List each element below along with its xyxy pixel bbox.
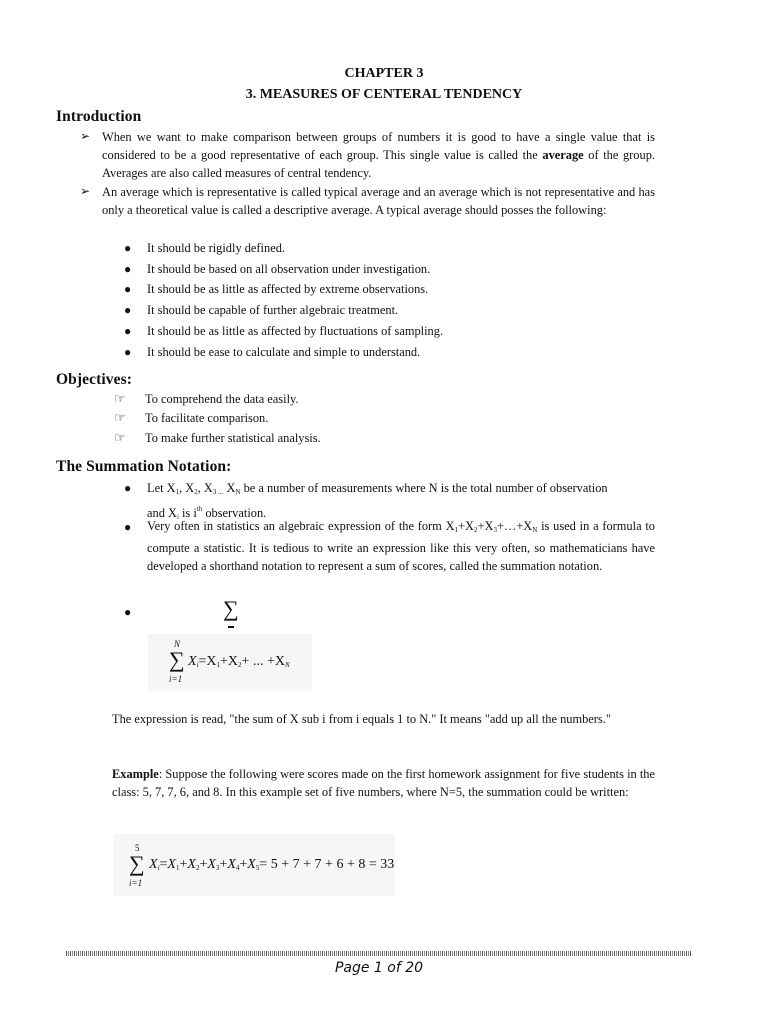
properties-list: [124, 238, 654, 362]
section-heading-introduction: Introduction: [56, 108, 142, 125]
formula-upper-limit: 5: [135, 843, 140, 853]
formula-expression: $X_i=X_1+X_2+X_3+X_4+X_5= 5 + 7 + 7 + 6 + 8 = 33$: [149, 857, 395, 872]
formula-expression: $X_i=X_1+X_2+$ ... $+X_N$: [188, 654, 290, 669]
section-heading-objectives: Objectives:: [56, 371, 132, 388]
chapter-label: CHAPTER 3: [344, 66, 424, 81]
list-item: ● It should be based on all observation under investigation.: [124, 259, 654, 280]
page-number: Page 1 of 20: [334, 960, 424, 976]
footer-divider: [66, 951, 691, 956]
bullet-dot-icon: ●: [124, 605, 132, 619]
list-item: ☞ To comprehend the data easily.: [114, 391, 299, 406]
arrow-bullet-icon: ➢: [80, 184, 91, 198]
formula-sigma: ∑: [129, 851, 145, 876]
bullet-dot-icon: ●: [124, 520, 132, 534]
list-item: ☞ To facilitate comparison.: [114, 410, 269, 425]
formula-lower-limit: i=1: [129, 878, 143, 888]
bullet-dot-icon: ●: [124, 481, 132, 495]
list-item: ● It should be as little as affected by extreme observations.: [124, 279, 654, 300]
summation-bullet-2: Very often in statistics an algebraic expression of the form $X_1+X_2+X_3+\dots+X_N$ is used in a formula to compute a statistic. It is tedious to write an expression like this very often, so mathematicians have developed a shorthand notation to represent a sum of scores, called the summation notation.: [147, 519, 655, 573]
bullet-dot-icon: ●: [124, 303, 132, 318]
list-item: ● It should be rigidly defined.: [124, 238, 654, 259]
example-paragraph: Example: Suppose the following were scores made on the first homework assignment for five students in the class: 5, 7, 7, 6, and 8. In this example set of five numbers, where N=5, the summation could be written:: [112, 767, 655, 799]
example-formula-box: [113, 834, 395, 896]
list-item: ☞ To make further statistical analysis.: [114, 430, 321, 445]
bullet-dot-icon: ●: [124, 344, 132, 359]
pointing-hand-icon: ☞: [114, 391, 126, 406]
reading-paragraph: The expression is read, "the sum of X sub i from i equals 1 to N." It means "add up all the numbers.": [112, 712, 611, 726]
sigma-underline: [228, 626, 234, 628]
list-item: ● It should be as little as affected by fluctuations of sampling.: [124, 321, 654, 342]
intro-paragraph-1: When we want to make comparison between groups of numbers it is good to have a single value that is considered to be a good representative of each group. This single value is called the average of the group. Averages are also called measures of central tendency.: [102, 130, 655, 180]
section-heading-summation: The Summation Notation:: [56, 458, 232, 475]
bullet-dot-icon: ●: [124, 323, 132, 338]
formula-sigma: ∑: [169, 647, 185, 672]
formula-lower-limit: i=1: [169, 674, 183, 684]
bullet-dot-icon: ●: [124, 241, 132, 255]
chapter-title: 3. MEASURES OF CENTERAL TENDENCY: [245, 87, 523, 102]
objectives-list: [114, 390, 414, 448]
list-item: ● It should be capable of further algebraic treatment.: [124, 300, 654, 321]
bullet-dot-icon: ●: [124, 261, 132, 276]
pointing-hand-icon: ☞: [114, 410, 126, 425]
intro-paragraph-2: An average which is representative is called typical average and an average which is not representative and has only a theoretical value is called a descriptive average. A typical average should posses the following:: [102, 185, 655, 217]
summation-formula-box: [148, 634, 312, 691]
bullet-dot-icon: ●: [124, 282, 132, 297]
list-item: ● It should be ease to calculate and simple to understand.: [124, 342, 654, 363]
sigma-symbol: ∑: [223, 596, 239, 621]
arrow-bullet-icon: ➢: [80, 129, 91, 143]
formula-upper-limit: N: [174, 639, 181, 649]
summation-bullet-1: Let $X_1$, $X_2$, $X_{3 ...}$ $X_N$ be a number of measurements where N is the total number of observation and $X_i$ is $i^{th}$ observation.: [147, 481, 608, 521]
pointing-hand-icon: ☞: [114, 430, 126, 445]
